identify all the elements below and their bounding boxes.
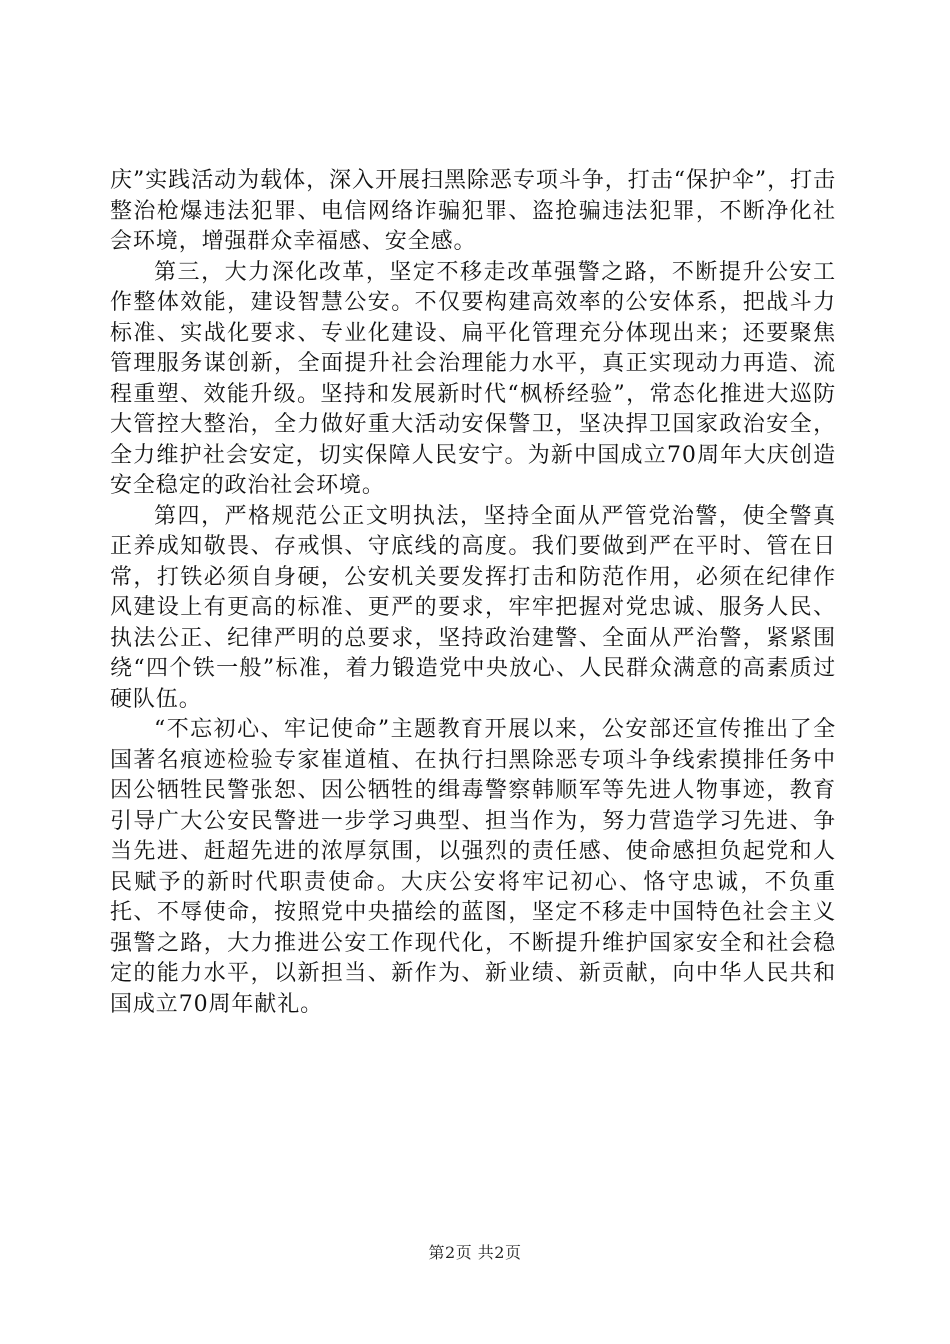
paragraph-1: 庆”实践活动为载体，深入开展扫黑除恶专项斗争，打击“保护伞”，打击整治枪爆违法犯罪、电信网络诈骗犯罪、盗抢骗违法犯罪，不断净化社会环境，增强群众幸福感、安全感。 (110, 168, 836, 254)
paragraph-2: 第三，大力深化改革，坚定不移走改革强警之路，不断提升公安工作整体效能，建设智慧公安。不仅要构建高效率的公安体系，把战斗力标准、实战化要求、专业化建设、扁平化管理充分体现出来；还要聚焦管理服务谋创新，全面提升社会治理能力水平，真正实现动力再造、流程重塑、效能升级。坚持和发展新时代“枫桥经验”，常态化推进大巡防大管控大整治，全力做好重大活动安保警卫，坚决捍卫国家政治安全，全力维护社会安定，切实保障人民安宁。为新中国成立70周年大庆创造安全稳定的政治社会环境。 (110, 259, 836, 498)
paragraph-4: “不忘初心、牢记使命”主题教育开展以来，公安部还宣传推出了全国著名痕迹检验专家崔道植、在执行扫黑除恶专项斗争线索摸排任务中因公牺牲民警张恕、因公牺牲的缉毒警察韩顺军等先进人物事迹，教育引导广大公安民警进一步学习典型、担当作为，努力营造学习先进、争当先进、赶超先进的浓厚氛围，以强烈的责任感、使命感担负起党和人民赋予的新时代职责使命。大庆公安将牢记初心、恪守忠诚，不负重托、不辱使命，按照党中央描绘的蓝图，坚定不移走中国特色社会主义强警之路，大力推进公安工作现代化，不断提升维护国家安全和社会稳定的能力水平，以新担当、新作为、新业绩、新贡献，向中华人民共和国成立70周年献礼。 (110, 717, 836, 1017)
paragraph-3: 第四，严格规范公正文明执法，坚持全面从严管党治警，使全警真正养成知敬畏、存戒惧、守底线的高度。我们要做到严在平时、管在日常，打铁必须自身硬，公安机关要发挥打击和防范作用，必须在纪律作风建设上有更高的标准、更严的要求，牢牢把握对党忠诚、服务人民、执法公正、纪律严明的总要求，坚持政治建警、全面从严治警，紧紧围绕“四个铁一般”标准，着力锻造党中央放心、人民群众满意的高素质过硬队伍。 (110, 503, 836, 712)
document-body (110, 166, 836, 1020)
page-footer: 第2页 共2页 (428, 1243, 522, 1262)
